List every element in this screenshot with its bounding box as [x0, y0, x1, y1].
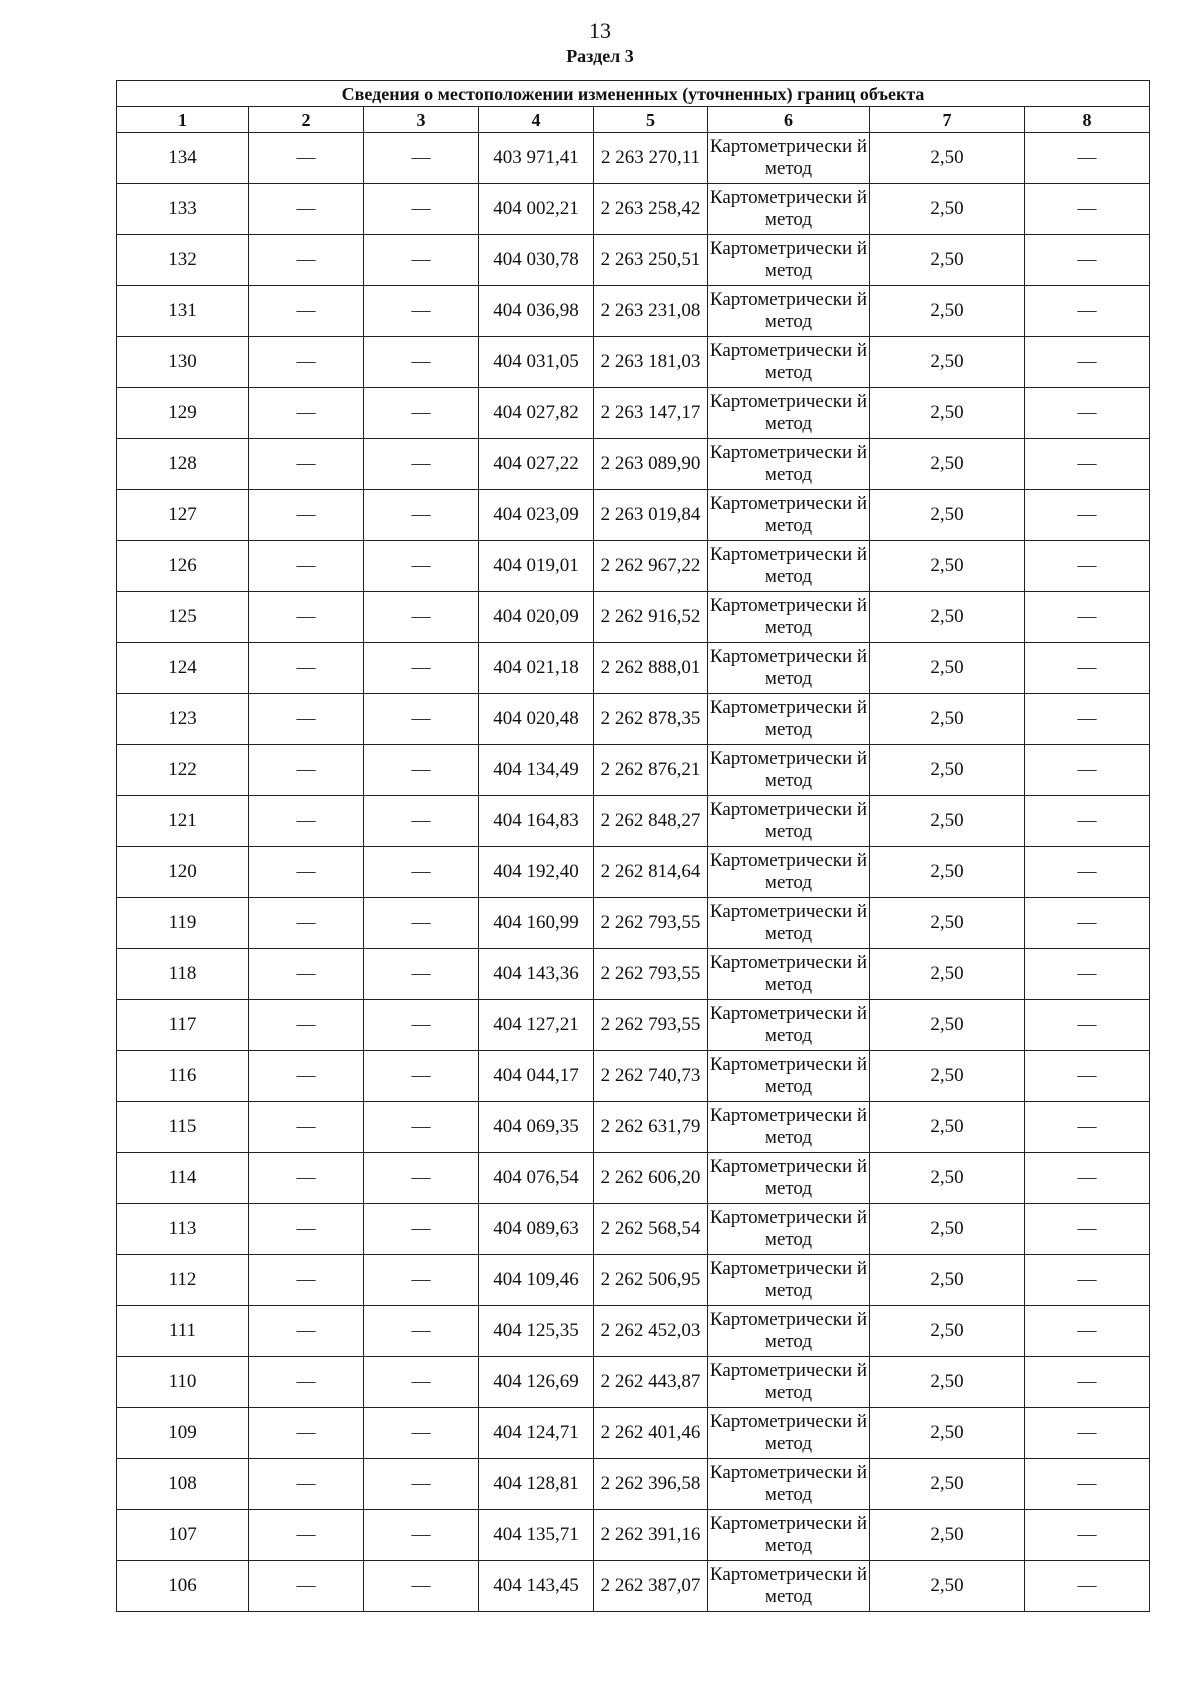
table-body — [117, 133, 1150, 1612]
table-row — [117, 133, 1150, 184]
point-number-cell: 129 — [117, 388, 249, 439]
y-coordinate-cell: 2 262 391,16 — [594, 1510, 708, 1561]
col2-cell: — — [249, 745, 364, 796]
x-coordinate-cell: 404 125,35 — [479, 1306, 594, 1357]
method-cell: Картометрически й метод — [708, 1306, 870, 1357]
table-row — [117, 694, 1150, 745]
point-number-cell: 125 — [117, 592, 249, 643]
col8-cell: — — [1025, 694, 1150, 745]
col8-cell: — — [1025, 1459, 1150, 1510]
x-coordinate-cell: 404 020,09 — [479, 592, 594, 643]
x-coordinate-cell: 404 089,63 — [479, 1204, 594, 1255]
accuracy-cell: 2,50 — [870, 184, 1025, 235]
point-number-cell: 121 — [117, 796, 249, 847]
accuracy-cell: 2,50 — [870, 1153, 1025, 1204]
x-coordinate-cell: 404 027,22 — [479, 439, 594, 490]
col8-cell: — — [1025, 388, 1150, 439]
accuracy-cell: 2,50 — [870, 490, 1025, 541]
y-coordinate-cell: 2 262 401,46 — [594, 1408, 708, 1459]
col2-cell: — — [249, 133, 364, 184]
table-row — [117, 184, 1150, 235]
col2-cell: — — [249, 1561, 364, 1612]
col8-cell: — — [1025, 1000, 1150, 1051]
col3-cell: — — [364, 337, 479, 388]
table-row — [117, 1000, 1150, 1051]
accuracy-cell: 2,50 — [870, 1459, 1025, 1510]
y-coordinate-cell: 2 262 631,79 — [594, 1102, 708, 1153]
column-header-7: 7 — [870, 107, 1025, 133]
x-coordinate-cell: 404 127,21 — [479, 1000, 594, 1051]
point-number-cell: 110 — [117, 1357, 249, 1408]
col3-cell: — — [364, 1255, 479, 1306]
col3-cell: — — [364, 1153, 479, 1204]
table-row — [117, 949, 1150, 1000]
point-number-cell: 132 — [117, 235, 249, 286]
col8-cell: — — [1025, 235, 1150, 286]
method-cell: Картометрически й метод — [708, 1510, 870, 1561]
col3-cell: — — [364, 643, 479, 694]
col3-cell: — — [364, 286, 479, 337]
accuracy-cell: 2,50 — [870, 898, 1025, 949]
method-cell: Картометрически й метод — [708, 1102, 870, 1153]
table-row — [117, 847, 1150, 898]
x-coordinate-cell: 404 135,71 — [479, 1510, 594, 1561]
accuracy-cell: 2,50 — [870, 847, 1025, 898]
table-row — [117, 388, 1150, 439]
col2-cell: — — [249, 541, 364, 592]
col3-cell: — — [364, 1051, 479, 1102]
section-title: Раздел 3 — [566, 46, 634, 66]
col3-cell: — — [364, 1561, 479, 1612]
x-coordinate-cell: 404 030,78 — [479, 235, 594, 286]
y-coordinate-cell: 2 262 568,54 — [594, 1204, 708, 1255]
table-row — [117, 1561, 1150, 1612]
method-cell: Картометрически й метод — [708, 439, 870, 490]
col3-cell: — — [364, 949, 479, 1000]
column-header-6: 6 — [708, 107, 870, 133]
method-cell: Картометрически й метод — [708, 1561, 870, 1612]
method-cell: Картометрически й метод — [708, 694, 870, 745]
boundary-table — [116, 80, 1150, 1612]
y-coordinate-cell: 2 262 793,55 — [594, 898, 708, 949]
point-number-cell: 108 — [117, 1459, 249, 1510]
y-coordinate-cell: 2 263 147,17 — [594, 388, 708, 439]
col2-cell: — — [249, 286, 364, 337]
table-row — [117, 1357, 1150, 1408]
point-number-cell: 115 — [117, 1102, 249, 1153]
point-number-cell: 114 — [117, 1153, 249, 1204]
col3-cell: — — [364, 184, 479, 235]
col3-cell: — — [364, 1204, 479, 1255]
method-cell: Картометрически й метод — [708, 490, 870, 541]
method-cell: Картометрически й метод — [708, 643, 870, 694]
point-number-cell: 124 — [117, 643, 249, 694]
accuracy-cell: 2,50 — [870, 541, 1025, 592]
col3-cell: — — [364, 847, 479, 898]
table-row — [117, 1255, 1150, 1306]
col3-cell: — — [364, 235, 479, 286]
y-coordinate-cell: 2 262 876,21 — [594, 745, 708, 796]
col8-cell: — — [1025, 1051, 1150, 1102]
column-header-8: 8 — [1025, 107, 1150, 133]
y-coordinate-cell: 2 262 606,20 — [594, 1153, 708, 1204]
col8-cell: — — [1025, 1102, 1150, 1153]
col2-cell: — — [249, 388, 364, 439]
method-cell: Картометрически й метод — [708, 847, 870, 898]
y-coordinate-cell: 2 262 387,07 — [594, 1561, 708, 1612]
boundary-table-container — [116, 80, 1149, 1612]
x-coordinate-cell: 404 002,21 — [479, 184, 594, 235]
y-coordinate-cell: 2 263 258,42 — [594, 184, 708, 235]
accuracy-cell: 2,50 — [870, 1051, 1025, 1102]
point-number-cell: 122 — [117, 745, 249, 796]
method-cell: Картометрически й метод — [708, 796, 870, 847]
col2-cell: — — [249, 1459, 364, 1510]
col3-cell: — — [364, 1408, 479, 1459]
accuracy-cell: 2,50 — [870, 592, 1025, 643]
point-number-cell: 109 — [117, 1408, 249, 1459]
method-cell: Картометрически й метод — [708, 1459, 870, 1510]
col2-cell: — — [249, 949, 364, 1000]
y-coordinate-cell: 2 262 506,95 — [594, 1255, 708, 1306]
col3-cell: — — [364, 541, 479, 592]
point-number-cell: 130 — [117, 337, 249, 388]
col2-cell: — — [249, 1255, 364, 1306]
y-coordinate-cell: 2 262 793,55 — [594, 949, 708, 1000]
x-coordinate-cell: 404 192,40 — [479, 847, 594, 898]
x-coordinate-cell: 404 160,99 — [479, 898, 594, 949]
x-coordinate-cell: 404 134,49 — [479, 745, 594, 796]
accuracy-cell: 2,50 — [870, 337, 1025, 388]
x-coordinate-cell: 404 128,81 — [479, 1459, 594, 1510]
table-row — [117, 1408, 1150, 1459]
point-number-cell: 106 — [117, 1561, 249, 1612]
col3-cell: — — [364, 592, 479, 643]
col3-cell: — — [364, 694, 479, 745]
y-coordinate-cell: 2 262 848,27 — [594, 796, 708, 847]
method-cell: Картометрически й метод — [708, 1408, 870, 1459]
col2-cell: — — [249, 235, 364, 286]
col8-cell: — — [1025, 184, 1150, 235]
col2-cell: — — [249, 643, 364, 694]
point-number-cell: 117 — [117, 1000, 249, 1051]
x-coordinate-cell: 404 027,82 — [479, 388, 594, 439]
y-coordinate-cell: 2 262 793,55 — [594, 1000, 708, 1051]
table-row — [117, 745, 1150, 796]
col2-cell: — — [249, 184, 364, 235]
col2-cell: — — [249, 439, 364, 490]
y-coordinate-cell: 2 262 740,73 — [594, 1051, 708, 1102]
method-cell: Картометрически й метод — [708, 133, 870, 184]
col2-cell: — — [249, 898, 364, 949]
col3-cell: — — [364, 1102, 479, 1153]
y-coordinate-cell: 2 263 019,84 — [594, 490, 708, 541]
method-cell: Картометрически й метод — [708, 184, 870, 235]
col8-cell: — — [1025, 745, 1150, 796]
x-coordinate-cell: 404 143,36 — [479, 949, 594, 1000]
table-row — [117, 1051, 1150, 1102]
col8-cell: — — [1025, 1408, 1150, 1459]
col8-cell: — — [1025, 541, 1150, 592]
method-cell: Картометрически й метод — [708, 286, 870, 337]
accuracy-cell: 2,50 — [870, 949, 1025, 1000]
x-coordinate-cell: 404 143,45 — [479, 1561, 594, 1612]
x-coordinate-cell: 404 164,83 — [479, 796, 594, 847]
method-cell: Картометрически й метод — [708, 235, 870, 286]
col8-cell: — — [1025, 439, 1150, 490]
col2-cell: — — [249, 1510, 364, 1561]
accuracy-cell: 2,50 — [870, 796, 1025, 847]
col3-cell: — — [364, 388, 479, 439]
accuracy-cell: 2,50 — [870, 1000, 1025, 1051]
y-coordinate-cell: 2 263 250,51 — [594, 235, 708, 286]
method-cell: Картометрически й метод — [708, 337, 870, 388]
table-row — [117, 592, 1150, 643]
column-header-1: 1 — [117, 107, 249, 133]
x-coordinate-cell: 404 126,69 — [479, 1357, 594, 1408]
method-cell: Картометрически й метод — [708, 745, 870, 796]
col8-cell: — — [1025, 1561, 1150, 1612]
col2-cell: — — [249, 1357, 364, 1408]
accuracy-cell: 2,50 — [870, 1102, 1025, 1153]
table-row — [117, 898, 1150, 949]
accuracy-cell: 2,50 — [870, 1561, 1025, 1612]
y-coordinate-cell: 2 263 231,08 — [594, 286, 708, 337]
accuracy-cell: 2,50 — [870, 439, 1025, 490]
col8-cell: — — [1025, 949, 1150, 1000]
table-row — [117, 643, 1150, 694]
col2-cell: — — [249, 1408, 364, 1459]
table-row — [117, 286, 1150, 337]
col3-cell: — — [364, 439, 479, 490]
method-cell: Картометрически й метод — [708, 388, 870, 439]
x-coordinate-cell: 404 124,71 — [479, 1408, 594, 1459]
col8-cell: — — [1025, 898, 1150, 949]
table-row — [117, 1153, 1150, 1204]
col8-cell: — — [1025, 1255, 1150, 1306]
col8-cell: — — [1025, 1357, 1150, 1408]
accuracy-cell: 2,50 — [870, 1306, 1025, 1357]
table-row — [117, 235, 1150, 286]
method-cell: Картометрически й метод — [708, 1357, 870, 1408]
x-coordinate-cell: 404 031,05 — [479, 337, 594, 388]
col8-cell: — — [1025, 796, 1150, 847]
col8-cell: — — [1025, 1204, 1150, 1255]
col3-cell: — — [364, 745, 479, 796]
column-header-3: 3 — [364, 107, 479, 133]
y-coordinate-cell: 2 262 452,03 — [594, 1306, 708, 1357]
method-cell: Картометрически й метод — [708, 1051, 870, 1102]
point-number-cell: 123 — [117, 694, 249, 745]
col8-cell: — — [1025, 643, 1150, 694]
y-coordinate-cell: 2 262 916,52 — [594, 592, 708, 643]
col8-cell: — — [1025, 133, 1150, 184]
y-coordinate-cell: 2 262 443,87 — [594, 1357, 708, 1408]
point-number-cell: 118 — [117, 949, 249, 1000]
point-number-cell: 126 — [117, 541, 249, 592]
y-coordinate-cell: 2 263 181,03 — [594, 337, 708, 388]
col8-cell: — — [1025, 286, 1150, 337]
table-row — [117, 337, 1150, 388]
column-header-row — [117, 107, 1150, 133]
col8-cell: — — [1025, 1306, 1150, 1357]
col2-cell: — — [249, 1102, 364, 1153]
point-number-cell: 127 — [117, 490, 249, 541]
table-row — [117, 1102, 1150, 1153]
col2-cell: — — [249, 796, 364, 847]
col2-cell: — — [249, 1204, 364, 1255]
col2-cell: — — [249, 1306, 364, 1357]
y-coordinate-cell: 2 262 396,58 — [594, 1459, 708, 1510]
point-number-cell: 134 — [117, 133, 249, 184]
method-cell: Картометрически й метод — [708, 898, 870, 949]
col2-cell: — — [249, 337, 364, 388]
x-coordinate-cell: 404 109,46 — [479, 1255, 594, 1306]
method-cell: Картометрически й метод — [708, 1153, 870, 1204]
y-coordinate-cell: 2 262 888,01 — [594, 643, 708, 694]
column-header-5: 5 — [594, 107, 708, 133]
col8-cell: — — [1025, 592, 1150, 643]
table-title: Сведения о местоположении измененных (уточненных) границ объекта — [117, 81, 1150, 107]
x-coordinate-cell: 404 076,54 — [479, 1153, 594, 1204]
col3-cell: — — [364, 490, 479, 541]
y-coordinate-cell: 2 262 878,35 — [594, 694, 708, 745]
col3-cell: — — [364, 898, 479, 949]
x-coordinate-cell: 404 023,09 — [479, 490, 594, 541]
accuracy-cell: 2,50 — [870, 1255, 1025, 1306]
accuracy-cell: 2,50 — [870, 694, 1025, 745]
col8-cell: — — [1025, 847, 1150, 898]
x-coordinate-cell: 403 971,41 — [479, 133, 594, 184]
accuracy-cell: 2,50 — [870, 1204, 1025, 1255]
point-number-cell: 133 — [117, 184, 249, 235]
col2-cell: — — [249, 1051, 364, 1102]
table-row — [117, 1510, 1150, 1561]
col3-cell: — — [364, 1459, 479, 1510]
y-coordinate-cell: 2 263 270,11 — [594, 133, 708, 184]
page-number: 13 — [589, 18, 611, 43]
col3-cell: — — [364, 1000, 479, 1051]
col8-cell: — — [1025, 490, 1150, 541]
method-cell: Картометрически й метод — [708, 541, 870, 592]
point-number-cell: 107 — [117, 1510, 249, 1561]
point-number-cell: 111 — [117, 1306, 249, 1357]
accuracy-cell: 2,50 — [870, 388, 1025, 439]
y-coordinate-cell: 2 262 967,22 — [594, 541, 708, 592]
col2-cell: — — [249, 490, 364, 541]
accuracy-cell: 2,50 — [870, 286, 1025, 337]
accuracy-cell: 2,50 — [870, 1408, 1025, 1459]
point-number-cell: 131 — [117, 286, 249, 337]
col8-cell: — — [1025, 1153, 1150, 1204]
x-coordinate-cell: 404 021,18 — [479, 643, 594, 694]
x-coordinate-cell: 404 020,48 — [479, 694, 594, 745]
point-number-cell: 113 — [117, 1204, 249, 1255]
col8-cell: — — [1025, 1510, 1150, 1561]
method-cell: Картометрически й метод — [708, 1204, 870, 1255]
point-number-cell: 116 — [117, 1051, 249, 1102]
method-cell: Картометрически й метод — [708, 592, 870, 643]
column-header-4: 4 — [479, 107, 594, 133]
x-coordinate-cell: 404 069,35 — [479, 1102, 594, 1153]
col2-cell: — — [249, 694, 364, 745]
col3-cell: — — [364, 1510, 479, 1561]
y-coordinate-cell: 2 262 814,64 — [594, 847, 708, 898]
point-number-cell: 120 — [117, 847, 249, 898]
column-header-2: 2 — [249, 107, 364, 133]
col2-cell: — — [249, 847, 364, 898]
col2-cell: — — [249, 1153, 364, 1204]
col2-cell: — — [249, 592, 364, 643]
accuracy-cell: 2,50 — [870, 133, 1025, 184]
accuracy-cell: 2,50 — [870, 643, 1025, 694]
x-coordinate-cell: 404 044,17 — [479, 1051, 594, 1102]
col3-cell: — — [364, 1357, 479, 1408]
table-row — [117, 1459, 1150, 1510]
table-row — [117, 439, 1150, 490]
accuracy-cell: 2,50 — [870, 235, 1025, 286]
col2-cell: — — [249, 1000, 364, 1051]
x-coordinate-cell: 404 036,98 — [479, 286, 594, 337]
table-row — [117, 796, 1150, 847]
y-coordinate-cell: 2 263 089,90 — [594, 439, 708, 490]
col3-cell: — — [364, 1306, 479, 1357]
table-row — [117, 490, 1150, 541]
col3-cell: — — [364, 133, 479, 184]
accuracy-cell: 2,50 — [870, 745, 1025, 796]
col8-cell: — — [1025, 337, 1150, 388]
method-cell: Картометрически й метод — [708, 1000, 870, 1051]
table-row — [117, 1204, 1150, 1255]
point-number-cell: 112 — [117, 1255, 249, 1306]
x-coordinate-cell: 404 019,01 — [479, 541, 594, 592]
method-cell: Картометрически й метод — [708, 1255, 870, 1306]
point-number-cell: 128 — [117, 439, 249, 490]
table-row — [117, 541, 1150, 592]
method-cell: Картометрически й метод — [708, 949, 870, 1000]
accuracy-cell: 2,50 — [870, 1357, 1025, 1408]
point-number-cell: 119 — [117, 898, 249, 949]
col3-cell: — — [364, 796, 479, 847]
table-row — [117, 1306, 1150, 1357]
accuracy-cell: 2,50 — [870, 1510, 1025, 1561]
